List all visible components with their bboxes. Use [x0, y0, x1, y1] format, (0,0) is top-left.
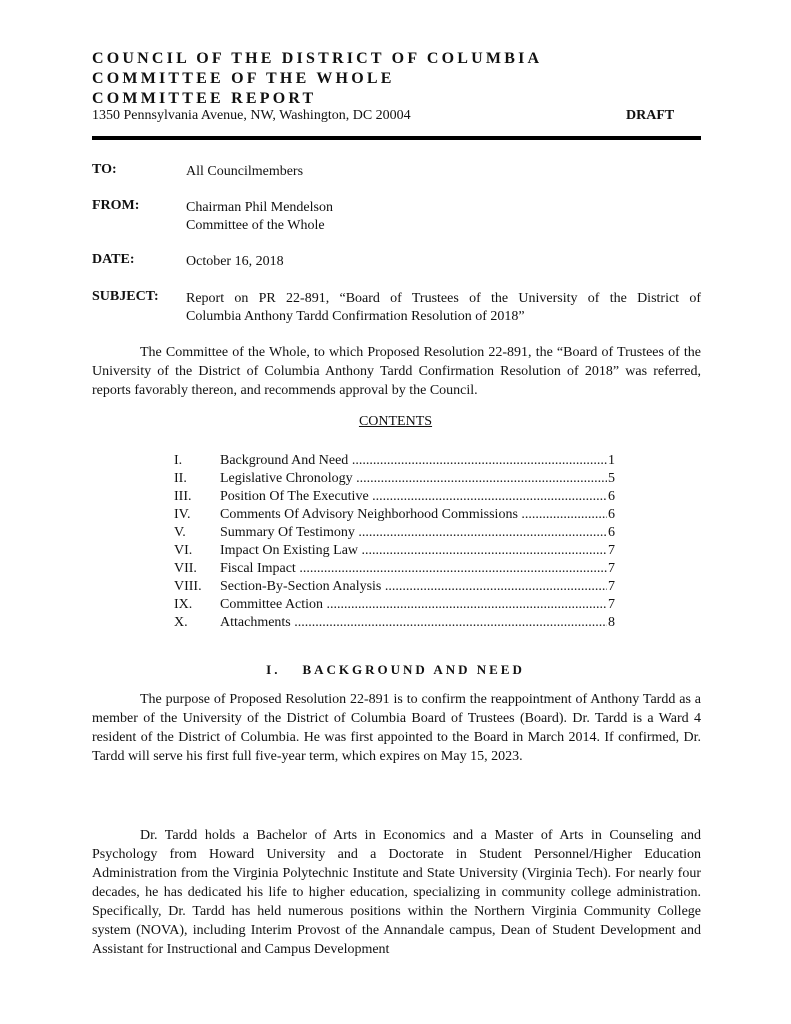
toc-item-page: 6: [608, 525, 615, 540]
subject-value-line1: Report on PR 22-891, “Board of Trustees of the University of the District of: [186, 291, 701, 306]
toc-item-page: 7: [608, 543, 615, 558]
toc-item-page: 1: [608, 453, 615, 468]
toc-item-number: III.: [174, 489, 192, 504]
toc-item-number: V.: [174, 525, 186, 540]
toc-item-page: 8: [608, 615, 615, 630]
to-label: TO:: [92, 162, 117, 177]
contents-title: CONTENTS: [358, 414, 433, 429]
toc-item-title: Fiscal Impact .....: [220, 560, 615, 578]
toc-item-page: 7: [608, 597, 615, 612]
subject-label: SUBJECT:: [92, 289, 159, 304]
toc-item: [174, 524, 615, 542]
background-paragraph-2: Dr. Tardd holds a Bachelor of Arts in Economics and a Master of Arts in Counseling and Psychology from Howard University and a Doctorate in Student Personnel/Higher Education Administration from the Virginia Polytechnic Institute and State University (Virginia Tech). For nearly four decades, he has dedicated his life to higher education, specializing in community college administration. Specifically, Dr. Tardd has held numerous positions within the Northern Virginia Community College system (NOVA), including Interim Provost of the Annandale campus, Dean of Student Development and Assistant for Instructional and Campus Development: [92, 828, 701, 957]
to-value: All Councilmembers: [186, 164, 304, 179]
toc-item: [174, 488, 615, 506]
toc-item-title: Impact On Existing Law .....: [220, 542, 615, 560]
date-value: October 16, 2018: [186, 254, 284, 269]
from-value-line1: Chairman Phil Mendelson: [186, 200, 333, 215]
toc-item-number: II.: [174, 471, 187, 486]
address: 1350 Pennsylvania Avenue, NW, Washington, DC 20004: [92, 108, 411, 123]
toc-item-page: 6: [608, 507, 615, 522]
toc-item-title: Legislative Chronology .....: [220, 470, 615, 488]
toc-item: [174, 578, 615, 596]
toc-item-number: X.: [174, 615, 188, 630]
section-heading: [0, 662, 791, 678]
toc-item-page: 7: [608, 579, 615, 594]
toc-item-title: Committee Action .....: [220, 596, 615, 614]
toc-item-title: Background And Need .....: [220, 452, 615, 470]
toc-item-number: VI.: [174, 543, 193, 558]
toc-item-title: Section-By-Section Analysis .....: [220, 578, 615, 596]
toc-item-number: IX.: [174, 597, 193, 612]
toc-item-number: IV.: [174, 507, 191, 522]
header-rule: [92, 136, 701, 140]
toc-item: [174, 506, 615, 524]
from-value-line2: Committee of the Whole: [186, 218, 325, 233]
toc-item-number: I.: [174, 453, 183, 468]
subject-value-line2: Columbia Anthony Tardd Confirmation Resolution of 2018”: [186, 309, 525, 324]
toc-item: [174, 470, 615, 488]
draft-label: DRAFT: [626, 108, 675, 123]
toc-item-title: Attachments .....: [220, 614, 615, 632]
committee-title: COMMITTEE OF THE WHOLE: [92, 70, 395, 87]
table-of-contents: [174, 452, 615, 632]
toc-item-page: 5: [608, 471, 615, 486]
toc-item-page: 7: [608, 561, 615, 576]
toc-item-page: 6: [608, 489, 615, 504]
toc-item-number: VIII.: [174, 579, 202, 594]
toc-item: [174, 596, 615, 614]
toc-item: [174, 542, 615, 560]
toc-item-title: Summary Of Testimony .....: [220, 524, 615, 542]
toc-item-title: Comments Of Advisory Neighborhood Commissions .....: [220, 506, 615, 524]
toc-item-number: VII.: [174, 561, 197, 576]
background-paragraph-1: The purpose of Proposed Resolution 22-891 is to confirm the reappointment of Anthony Tardd as a member of the University of the District of Columbia Board of Trustees (Board). Dr. Tardd is a Ward 4 resident of the District of Columbia. He was first appointed to the Board in March 2014. If confirmed, Dr. Tardd will serve his first full five-year term, which expires on May 15, 2023.: [92, 692, 701, 764]
toc-item-title: Position Of The Executive .....: [220, 488, 615, 506]
council-title: COUNCIL OF THE DISTRICT OF COLUMBIA: [92, 50, 543, 67]
toc-item: [174, 560, 615, 578]
intro-paragraph: The Committee of the Whole, to which Proposed Resolution 22-891, the “Board of Trustees of the University of the District of Columbia Anthony Tardd Confirmation Resolution of 2018” was referred, reports favorably thereon, and recommends approval by the Council.: [92, 345, 701, 398]
toc-item: [174, 614, 615, 632]
date-label: DATE:: [92, 252, 135, 267]
from-label: FROM:: [92, 198, 140, 213]
toc-item: [174, 452, 615, 470]
section-number: I.: [266, 662, 281, 677]
report-title: COMMITTEE REPORT: [92, 90, 317, 107]
section-title: BACKGROUND AND NEED: [302, 662, 525, 677]
